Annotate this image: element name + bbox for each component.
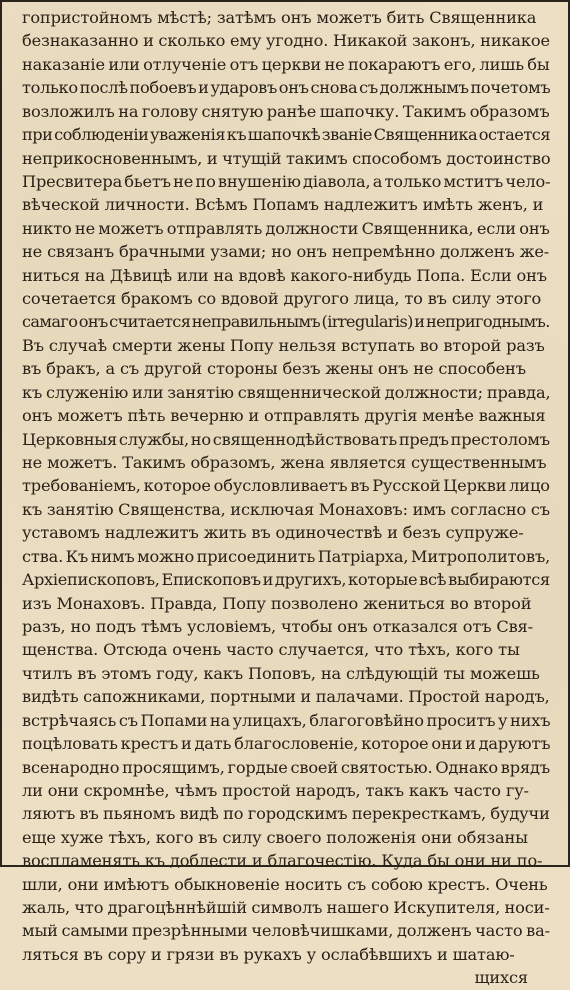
text-line: ли они скромнѣе, чѣмъ простой народъ, такъ какъ часто гу- bbox=[22, 780, 529, 800]
text-line: ниться на Дѣвицѣ или на вдовѣ какого-нибудь Попа. Если онъ bbox=[22, 265, 547, 285]
text-line: ляться въ сору и грязи въ рукахъ у ослабѣвшихъ и шатаю- bbox=[22, 944, 515, 964]
text-line: никто не можетъ отправлять должности Священника, если онъ bbox=[22, 218, 550, 238]
text-line: поцѣловать крестъ и дать благословеніе, которое они и даруютъ bbox=[22, 734, 550, 754]
text-line: Архіепископовъ, Епископовъ и другихъ, которые всѣ выбираются bbox=[22, 570, 550, 590]
text-line: не можетъ. Такимъ образомъ, жена является существеннымъ bbox=[22, 453, 547, 473]
text-line: встрѣчаясь съ Попами на улицахъ, благоговѣйно проситъ у нихъ bbox=[22, 710, 550, 730]
text-line: щенства. Отсюда очень часто случается, что тѣхъ, кого ты bbox=[22, 640, 520, 660]
text-line: только послѣ побоевъ и ударовъ онъ снова съ должнымъ почетомъ bbox=[22, 78, 550, 98]
text-line: въ бракъ, а съ другой стороны безъ жены онъ не способенъ bbox=[22, 359, 526, 379]
text-line: требованіемъ, которое обусловливаетъ въ Русской Церкви лицо bbox=[22, 476, 550, 496]
text-line: ляютъ въ пьяномъ видѣ по городскимъ перекресткамъ, будучи bbox=[22, 804, 550, 824]
text-line: уставомъ надлежитъ жить въ одиночествѣ и безъ супруже- bbox=[22, 523, 524, 543]
text-line: Пресвитера бьетъ не по внушенію діавола, а только мститъ чело- bbox=[22, 171, 550, 191]
text-line: воспламенять къ доблести и благочестію. Куда бы они ни по- bbox=[22, 851, 543, 871]
text-line: жаль, что драгоцѣннѣйшій символъ нашего Искупителя, носи- bbox=[22, 898, 550, 918]
text-line: вѣческой личности. Всѣмъ Попамъ надлежитъ имѣть женъ, и bbox=[22, 195, 544, 215]
catchword: щихся bbox=[474, 968, 528, 988]
text-line: ства. Къ нимъ можно присоединить Патріарха, Митрополитовъ, bbox=[22, 546, 550, 566]
text-line: разъ, но подъ тѣмъ условіемъ, чтобы онъ отказался отъ Свя- bbox=[22, 616, 533, 636]
text-line: неприкосновеннымъ, и чтущій такимъ способомъ достоинство bbox=[22, 148, 550, 168]
text-line: къ занятію Священства, исключая Монаховъ: имъ согласно съ bbox=[22, 499, 550, 519]
text-line: сочетается бракомъ со вдовой другого лица, то въ силу этого bbox=[22, 289, 542, 309]
text-line: чтилъ въ этомъ году, какъ Поповъ, на слѣдующій ты можешь bbox=[22, 663, 540, 683]
text-line: возложилъ на голову снятую ранѣе шапочку. Такимъ образомъ bbox=[22, 101, 550, 121]
text-line: къ служенію или занятію священнической должности; правда, bbox=[22, 382, 550, 402]
text-line: видѣть сапожниками, портными и палачами. Простой народъ, bbox=[22, 687, 550, 707]
text-line: наказаніе или отлученіе отъ церкви не покараютъ его, лишь бы bbox=[22, 54, 550, 74]
text-line: самаго онъ считается неправильнымъ (irregularis) и непригоднымъ. bbox=[22, 312, 550, 332]
body-text bbox=[22, 6, 550, 990]
text-line: всенародно просящимъ, гордые своей святостью. Однако врядъ bbox=[22, 757, 550, 777]
text-line: Церковныя службы, но священнодѣйствовать предъ престоломъ bbox=[22, 429, 550, 449]
text-line: при соблюденіи уваженія къ шапочкѣ званіе Священника остается bbox=[22, 125, 550, 145]
text-line: еще хуже тѣхъ, кого въ силу своего положенія они обязаны bbox=[22, 827, 528, 847]
text-line: шли, они имѣютъ обыкновеніе носить съ собою крестъ. Очень bbox=[22, 874, 548, 894]
text-line: гопристойномъ мѣстѣ; затѣмъ онъ можетъ бить Священника bbox=[22, 8, 537, 27]
text-line: онъ можетъ пѣть вечерню и отправлять другія менѣе важныя bbox=[22, 406, 546, 426]
text-line: мый самыми презрѣнными человѣчишками, долженъ часто ва- bbox=[22, 921, 550, 941]
text-line: безнаказанно и сколько ему угодно. Никакой законъ, никакое bbox=[22, 31, 550, 51]
text-line: изъ Монаховъ. Правда, Попу позволено жениться во второй bbox=[22, 593, 532, 613]
text-line: Въ случаѣ смерти жены Попу нельзя вступать во второй разъ bbox=[22, 335, 545, 355]
text-line: не связанъ брачными узами; но онъ непремѣнно долженъ же- bbox=[22, 242, 550, 262]
